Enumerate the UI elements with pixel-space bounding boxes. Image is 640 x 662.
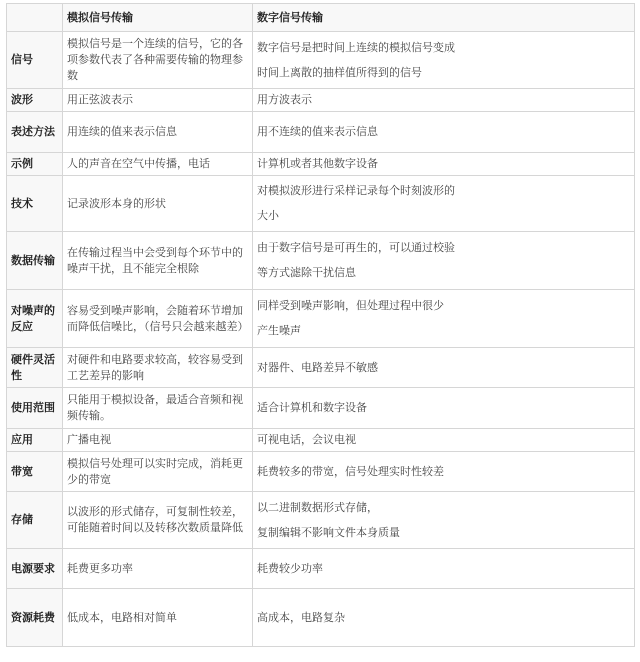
table-row: [7, 429, 635, 452]
table-row: [7, 89, 635, 112]
analog-cell: 容易受到噪声影响，会随着环节增加而降低信噪比，（信号只会越来越差）: [63, 290, 253, 348]
row-label: 技术: [7, 176, 63, 232]
table-row: [7, 452, 635, 492]
row-label: 资源耗费: [7, 589, 63, 647]
digital-cell-line: 大小: [257, 209, 279, 222]
row-label: 波形: [7, 89, 63, 112]
digital-cell: 耗费较少功率: [253, 549, 635, 589]
row-label: 硬件灵活性: [7, 348, 63, 388]
row-label: 数据传输: [7, 232, 63, 290]
analog-cell: 模拟信号是一个连续的信号，它的各项参数代表了各种需要传输的物理参数: [63, 32, 253, 89]
row-label: 表述方法: [7, 112, 63, 153]
row-label: 带宽: [7, 452, 63, 492]
analog-cell: 在传输过程当中会受到每个环节中的噪声干扰，且不能完全根除: [63, 232, 253, 290]
analog-cell: 对硬件和电路要求较高，较容易受到工艺差异的影响: [63, 348, 253, 388]
row-label: 使用范围: [7, 388, 63, 429]
analog-cell: 以波形的形式储存，可复制性较差，可能随着时间以及转移次数质量降低: [63, 492, 253, 549]
row-label: 信号: [7, 32, 63, 89]
digital-cell: [253, 32, 635, 89]
analog-cell: 模拟信号处理可以实时完成，消耗更少的带宽: [63, 452, 253, 492]
digital-cell-line: 以二进制数据形式存储，: [257, 500, 378, 514]
table-row: [7, 176, 635, 232]
row-label: 对噪声的反应: [7, 290, 63, 348]
digital-cell-line: 对模拟波形进行采样记录每个时刻波形的: [257, 184, 455, 197]
digital-cell: 用方波表示: [253, 89, 635, 112]
row-label: 应用: [7, 429, 63, 452]
analog-cell: 记录波形本身的形状: [63, 176, 253, 232]
digital-cell: [253, 492, 635, 549]
table-row: [7, 388, 635, 429]
digital-cell: 对器件、电路差异不敏感: [253, 348, 635, 388]
digital-cell: 可视电话，会议电视: [253, 429, 635, 452]
digital-cell-line: 产生噪声: [257, 324, 301, 337]
analog-cell: 用连续的值来表示信息: [63, 112, 253, 153]
digital-cell: 耗费较多的带宽，信号处理实时性较差: [253, 452, 635, 492]
table-row: [7, 32, 635, 89]
analog-cell: 只能用于模拟设备，最适合音频和视频传输。: [63, 388, 253, 429]
table-row: [7, 232, 635, 290]
table-row: [7, 589, 635, 647]
digital-cell: [253, 232, 635, 290]
analog-column-header: 模拟信号传输: [63, 4, 253, 32]
digital-cell: 适合计算机和数字设备: [253, 388, 635, 429]
row-label: 示例: [7, 153, 63, 176]
corner-header: [7, 4, 63, 32]
analog-cell: 低成本，电路相对简单: [63, 589, 253, 647]
analog-cell: 用正弦波表示: [63, 89, 253, 112]
digital-cell-line: 等方式滤除干扰信息: [257, 266, 356, 279]
row-label: 电源要求: [7, 549, 63, 589]
analog-cell: 耗费更多功率: [63, 549, 253, 589]
digital-cell-line: 时间上离散的抽样值所得到的信号: [257, 65, 422, 79]
table-row: [7, 492, 635, 549]
digital-cell-line: 数字信号是把时间上连续的模拟信号变成: [257, 40, 455, 54]
row-label: 存储: [7, 492, 63, 549]
digital-cell: 计算机或者其他数字设备: [253, 153, 635, 176]
comparison-table: [6, 3, 635, 647]
analog-cell: 广播电视: [63, 429, 253, 452]
digital-cell: [253, 290, 635, 348]
table-row: [7, 348, 635, 388]
digital-cell: 用不连续的值来表示信息: [253, 112, 635, 153]
table-row: [7, 112, 635, 153]
analog-cell: 人的声音在空气中传播，电话: [63, 153, 253, 176]
table-row: [7, 153, 635, 176]
digital-column-header: 数字信号传输: [253, 4, 635, 32]
table-row: [7, 549, 635, 589]
digital-cell: 高成本，电路复杂: [253, 589, 635, 647]
digital-cell: [253, 176, 635, 232]
header-row: [7, 4, 635, 32]
digital-cell-line: 复制编辑不影响文件本身质量: [257, 525, 400, 539]
table-row: [7, 290, 635, 348]
digital-cell-line: 同样受到噪声影响，但处理过程中很少: [257, 299, 444, 312]
digital-cell-line: 由于数字信号是可再生的，可以通过校验: [257, 241, 455, 254]
